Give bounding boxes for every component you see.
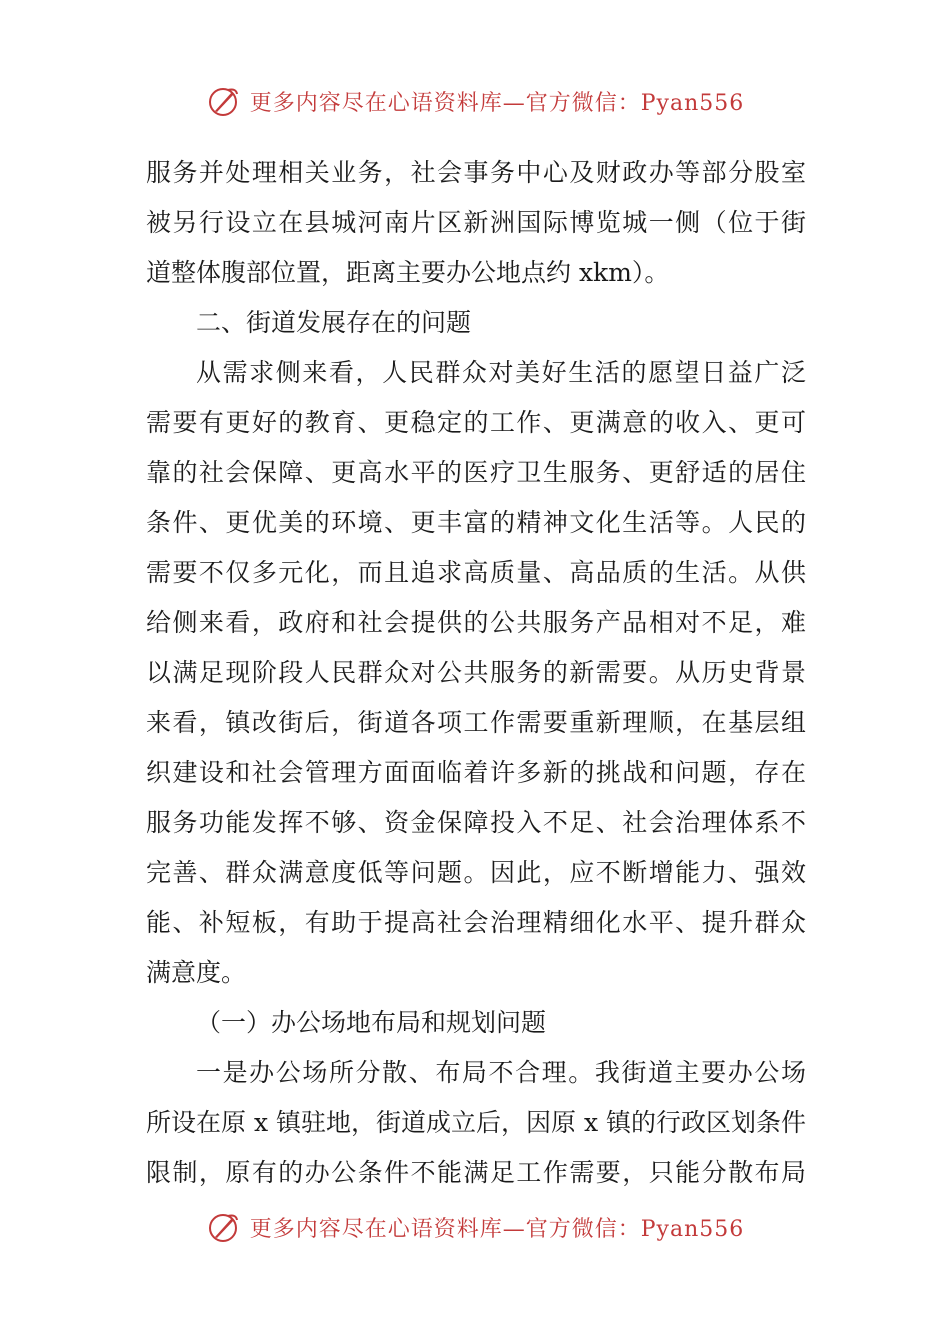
text-line: 服务并处理相关业务，社会事务中心及财政办等部分股室 bbox=[146, 158, 806, 187]
quill-logo-icon bbox=[206, 1210, 240, 1244]
text-line: 满意度。 bbox=[146, 958, 247, 987]
text-line: 条件、更优美的环境、更丰富的精神文化生活等。人民的 bbox=[146, 508, 806, 537]
text-line: 织建设和社会管理方面面临着许多新的挑战和问题，存在 bbox=[146, 758, 806, 787]
section-heading: 二、街道发展存在的问题 bbox=[196, 308, 472, 337]
text-line: 需要不仅多元化，而且追求高质量、高品质的生活。从供 bbox=[146, 558, 806, 587]
paragraph-first-line: 从需求侧来看，人民群众对美好生活的愿望日益广泛 bbox=[196, 358, 806, 387]
document-body bbox=[146, 148, 806, 1198]
watermark-text: 更多内容尽在心语资料库—官方微信：Pyan556 bbox=[249, 1216, 745, 1242]
text-line: 能、补短板，有助于提高社会治理精细化水平、提升群众 bbox=[146, 908, 806, 937]
text-line: 完善、群众满意度低等问题。因此，应不断增能力、强效 bbox=[146, 858, 806, 887]
text-line: 服务功能发挥不够、资金保障投入不足、社会治理体系不 bbox=[146, 808, 806, 837]
subsection-heading: （一）办公场地布局和规划问题 bbox=[196, 1008, 547, 1037]
text-line: 靠的社会保障、更高水平的医疗卫生服务、更舒适的居住 bbox=[146, 458, 806, 487]
header-watermark bbox=[0, 84, 950, 118]
text-line: 限制，原有的办公条件不能满足工作需要，只能分散布局 bbox=[146, 1158, 806, 1187]
footer-watermark bbox=[0, 1210, 950, 1244]
quill-logo-icon bbox=[206, 84, 240, 118]
watermark-text: 更多内容尽在心语资料库—官方微信：Pyan556 bbox=[249, 90, 745, 116]
text-line: 给侧来看，政府和社会提供的公共服务产品相对不足，难 bbox=[146, 608, 806, 637]
paragraph-first-line: 一是办公场所分散、布局不合理。我街道主要办公场 bbox=[196, 1058, 806, 1087]
text-line: 来看，镇改街后，街道各项工作需要重新理顺，在基层组 bbox=[146, 708, 806, 737]
text-line: 所设在原 x 镇驻地，街道成立后，因原 x 镇的行政区划条件 bbox=[146, 1108, 806, 1137]
text-line: 被另行设立在县城河南片区新洲国际博览城一侧（位于街 bbox=[146, 208, 806, 237]
text-line: 以满足现阶段人民群众对公共服务的新需要。从历史背景 bbox=[146, 658, 806, 687]
text-line: 需要有更好的教育、更稳定的工作、更满意的收入、更可 bbox=[146, 408, 806, 437]
text-line: 道整体腹部位置，距离主要办公地点约 xkm）。 bbox=[146, 258, 670, 287]
